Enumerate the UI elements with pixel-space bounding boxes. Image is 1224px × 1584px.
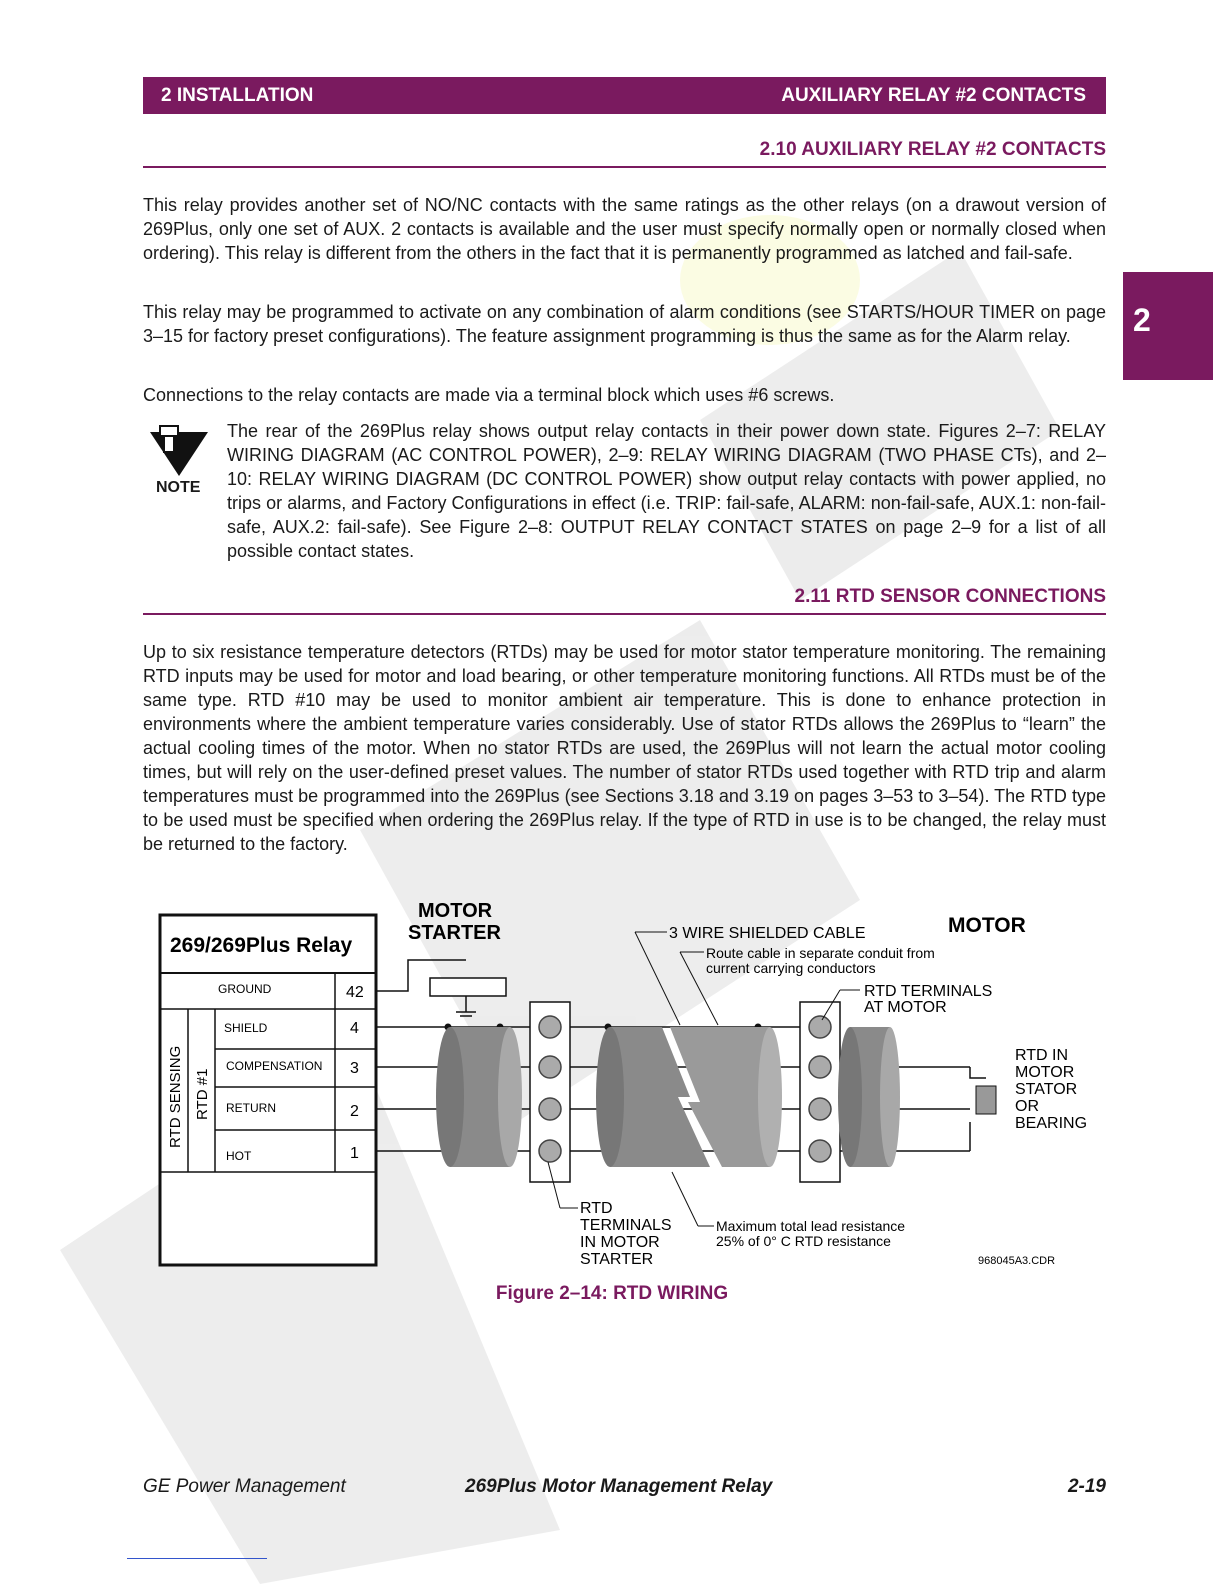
- drawing-id: 968045A3.CDR: [978, 1255, 1056, 1267]
- rtd-in-motor-5: BEARING: [1015, 1115, 1088, 1132]
- rtd-terminals-starter-4: STARTER: [580, 1251, 654, 1268]
- motor-starter-label-1: MOTOR: [418, 900, 493, 922]
- section-211-title: 2.11 RTD SENSOR CONNECTIONS: [143, 586, 1106, 615]
- rtd-terminals-starter-3: IN MOTOR: [580, 1234, 660, 1251]
- rtd-terminals-motor-1: RTD TERMINALS: [864, 983, 993, 1000]
- rtd-terminals-starter-1: RTD: [580, 1200, 613, 1217]
- motor-label: MOTOR: [948, 914, 1026, 937]
- route-note-1: Route cable in separate conduit from: [706, 945, 935, 961]
- header-section: AUXILIARY RELAY #2 CONTACTS: [781, 85, 1086, 106]
- rtd-in-motor-1: RTD IN: [1015, 1047, 1069, 1064]
- terminal-label-hot: HOT: [226, 1149, 252, 1163]
- section-210-title: 2.10 AUXILIARY RELAY #2 CONTACTS: [143, 139, 1106, 168]
- terminal-label-ground: GROUND: [218, 982, 272, 996]
- terminal-num-1: 1: [350, 1145, 359, 1162]
- page-header: [143, 77, 1106, 114]
- motor-starter-label-2: STARTER: [408, 922, 501, 944]
- max-resistance-1: Maximum total lead resistance: [716, 1218, 906, 1234]
- section-211-paragraph-1: Up to six resistance temperature detectors (RTDs) may be used for motor stator temperature monitoring. The remaining RTD inputs may be used for motor and load bearing, or other temperature monitoring functions. All RTDs must be of the same type. RTD #10 may be used to monitor ambient air temperature. This is done to enhance protection in environments where the ambient temperature varies considerably. Use of stator RTDs allows the 269Plus to “learn” the actual cooling times of the motor. When no stator RTDs are used, the 269Plus will not learn the actual motor cooling times, but will rely on the user-defined preset values. The number of stator RTDs used together with RTD trip and alarm temperatures must be programmed into the 269Plus (see Sections 3.18 and 3.19 on pages 3–53 to 3–54). The RTD type to be used must be specified when ordering the 269Plus relay. If the type of RTD in use is to be changed, the relay must be returned to the factory.: [143, 642, 1106, 854]
- bottom-link-underline: [127, 1558, 267, 1559]
- terminal-label-shield: SHIELD: [224, 1021, 268, 1035]
- figure-caption: Figure 2–14: RTD WIRING: [495, 1283, 729, 1304]
- terminal-label-compensation: COMPENSATION: [226, 1059, 323, 1073]
- header-chapter: 2 INSTALLATION: [161, 85, 314, 106]
- rtd-sensing-label: RTD SENSING: [167, 1045, 184, 1148]
- note-label: NOTE: [156, 479, 201, 496]
- terminal-num-4: 4: [350, 1020, 359, 1037]
- footer-company: GE Power Management: [143, 1476, 346, 1497]
- section-210-paragraph-2: This relay may be programmed to activate on any combination of alarm conditions (see STARTS/HOUR TIMER on page 3–15 for factory preset configurations). The feature assignment programming is thus the same as for the Alarm relay.: [143, 302, 1106, 346]
- relay-box: [160, 915, 376, 1265]
- rtd-in-motor-3: STATOR: [1015, 1081, 1078, 1098]
- chapter-tab: [1123, 272, 1213, 380]
- terminal-num-2: 2: [350, 1103, 359, 1120]
- note-text: The rear of the 269Plus relay shows output relay contacts in their power down state. Figures 2–7: RELAY WIRING DIAGRAM (AC CONTROL POWER), 2–9: RELAY WIRING DIAGRAM (TWO PHASE CTs), and 2–10: RELAY WIRING DIAGRAM (DC CONTROL POWER) show output relay contacts with power applied, no trips or alarms, and Factory Configurations in effect (i.e. TRIP: fail-safe, ALARM: non-fail-safe, AUX.1: non-fail-safe, AUX.2: fail-safe). See Figure 2–8: OUTPUT RELAY CONTACT STATES on page 2–9 for a list of all possible contact states.: [227, 421, 1106, 561]
- cable-label: 3 WIRE SHIELDED CABLE: [669, 925, 866, 942]
- rtd-number-label: RTD #1: [194, 1068, 211, 1120]
- rtd-wiring-figure: [150, 890, 1110, 1275]
- route-note-2: current carrying conductors: [706, 960, 876, 976]
- chapter-tab-number: 2: [1133, 302, 1151, 338]
- max-resistance-2: 25% of 0° C RTD resistance: [716, 1233, 891, 1249]
- section-210-paragraph-3: Connections to the relay contacts are made via a terminal block which uses #6 screws.: [143, 385, 835, 405]
- terminal-num-3: 3: [350, 1060, 359, 1077]
- rtd-terminals-motor-2: AT MOTOR: [864, 999, 947, 1016]
- rtd-in-motor-4: OR: [1015, 1098, 1039, 1115]
- rtd-in-motor-2: MOTOR: [1015, 1064, 1075, 1081]
- section-210-paragraph-1: This relay provides another set of NO/NC contacts with the same ratings as the other relays (on a drawout version of 269Plus, only one set of AUX. 2 contacts is available and the user must specify normally open or normally closed when ordering). This relay is different from the others in the fact that it is permanently programmed as latched and fail-safe.: [143, 195, 1106, 263]
- relay-title: 269/269Plus Relay: [170, 934, 353, 957]
- rtd-terminals-starter-2: TERMINALS: [580, 1217, 672, 1234]
- terminal-num-42: 42: [346, 984, 364, 1001]
- footer-page-number: 2-19: [1067, 1476, 1106, 1497]
- terminal-label-return: RETURN: [226, 1101, 276, 1115]
- footer-product: 269Plus Motor Management Relay: [465, 1476, 773, 1497]
